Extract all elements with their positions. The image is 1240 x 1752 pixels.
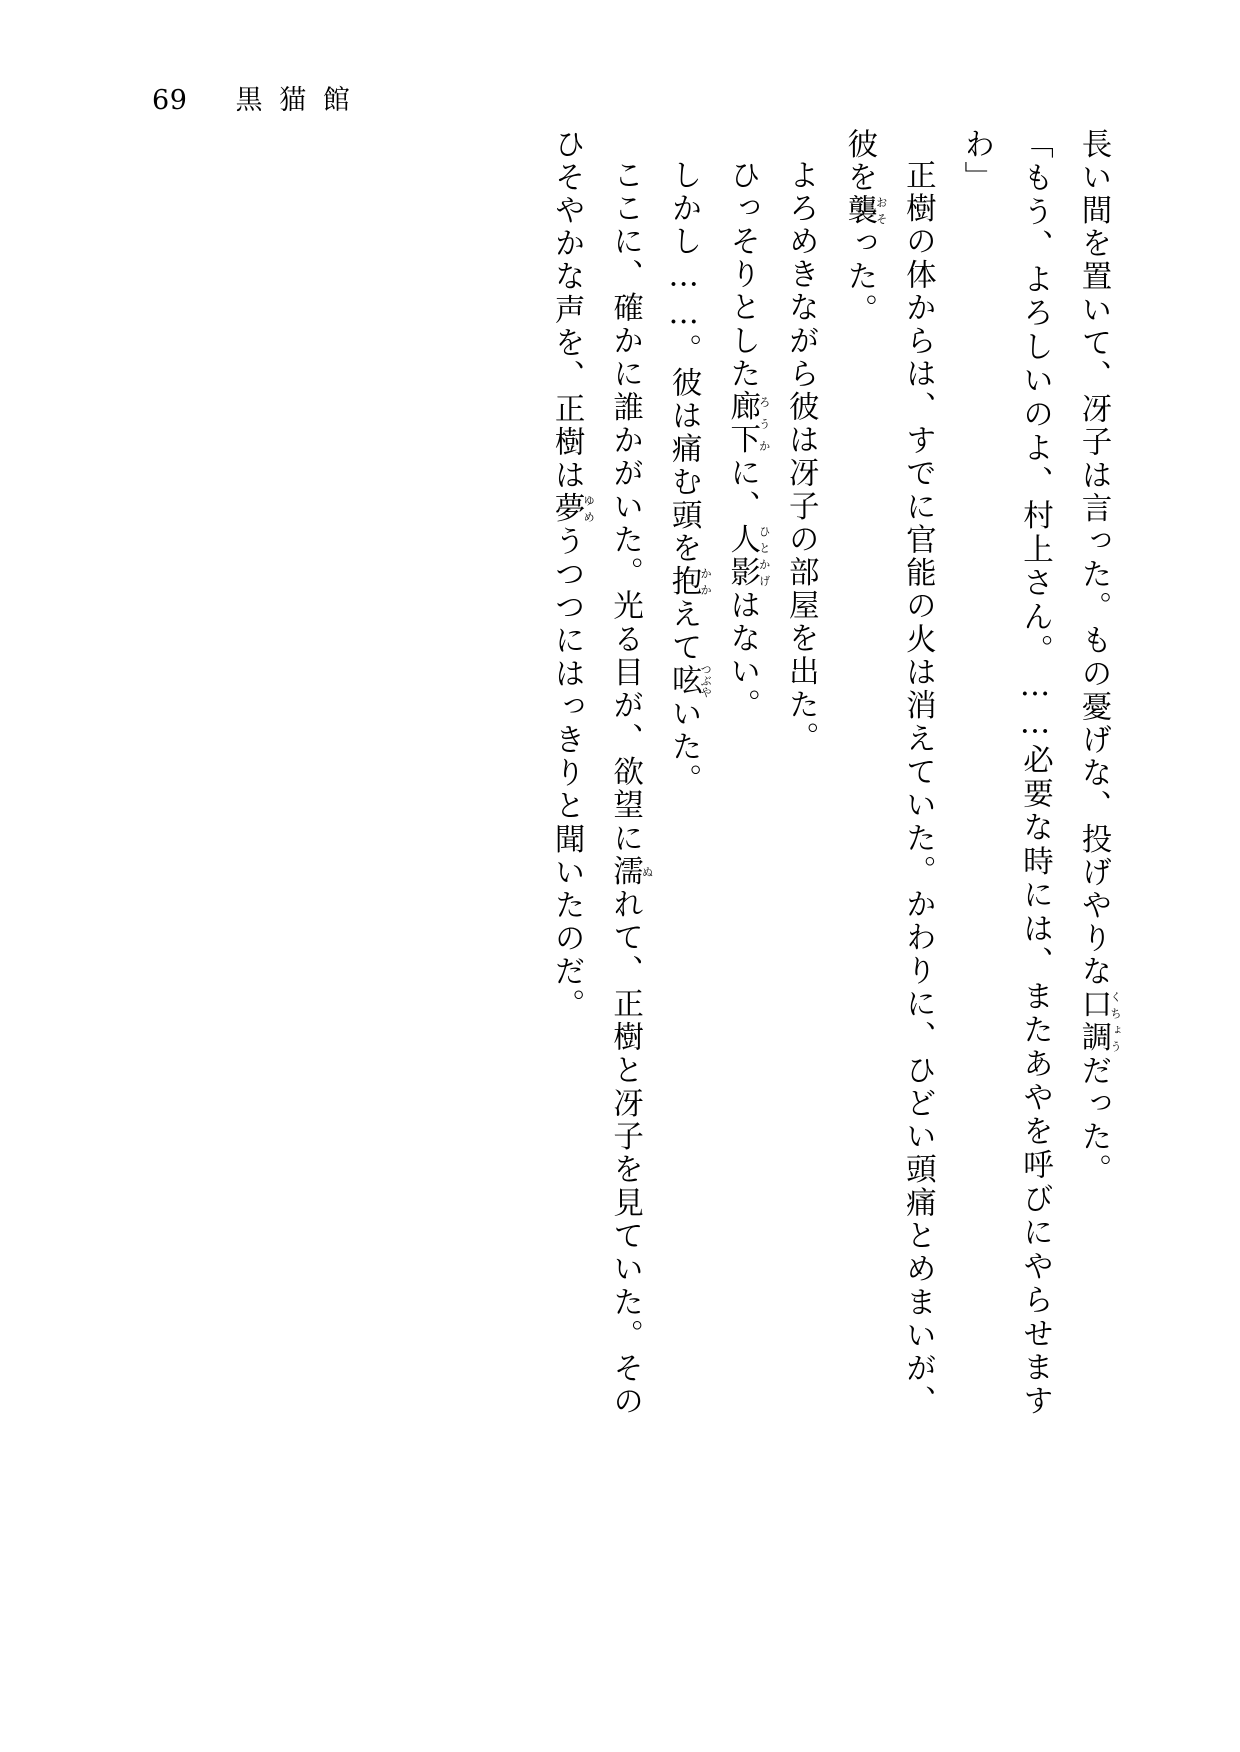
ruby-text: 呟つぶや bbox=[666, 663, 713, 698]
paragraph: よろめきながら彼は冴子の部屋を出た。 bbox=[783, 158, 819, 755]
ruby-text: 口調くちょう bbox=[1076, 988, 1122, 1055]
ruby-annotation: つぶや bbox=[699, 663, 713, 698]
ruby-text: 廊下ろうか bbox=[724, 390, 771, 457]
body-text bbox=[537, 128, 1122, 1418]
ruby-text: 濡ぬ bbox=[607, 854, 654, 888]
ruby-text: 抱かか bbox=[666, 564, 713, 598]
ruby-annotation: ろうか bbox=[757, 390, 771, 457]
paragraph: ここに、確かに誰かがいた。光る目が、欲望に濡ぬれて、正樹と冴子を見ていた。そのひそやかな声を、正樹は夢ゆめうつつにはっきりと聞いたのだ。 bbox=[549, 128, 654, 1418]
paragraph: ひっそりとした廊下ろうかに、人影ひとかげはない。 bbox=[724, 158, 771, 722]
page-number: 69 bbox=[152, 85, 188, 116]
running-head bbox=[152, 78, 367, 117]
paragraph: 「もう、よろしいのよ、村上さん。……必要な時には、またあやを呼びにやらせますわ」 bbox=[958, 128, 1053, 1418]
ruby-annotation: ゆめ bbox=[582, 492, 596, 526]
book-title: 黒猫館 bbox=[235, 85, 367, 116]
ruby-text: 人影ひとかげ bbox=[724, 522, 771, 589]
ruby-annotation: かか bbox=[699, 564, 713, 598]
ruby-annotation: くちょう bbox=[1109, 988, 1122, 1055]
ruby-annotation: おそ bbox=[874, 194, 888, 228]
paragraph: 長い間を置いて、冴子は言った。もの憂げな、投げやりな口調くちょうだった。 bbox=[1076, 128, 1122, 1187]
ruby-annotation: ひとかげ bbox=[757, 522, 771, 589]
paragraph: 正樹の体からは、すでに官能の火は消えていた。かわりに、ひどい頭痛とめまいが、彼を襲おそった。 bbox=[841, 128, 936, 1418]
paragraph: しかし……。彼は痛む頭を抱かかえて呟つぶやいた。 bbox=[666, 158, 713, 797]
ruby-annotation: ぬ bbox=[640, 854, 654, 888]
ruby-text: 襲おそ bbox=[841, 194, 888, 228]
ruby-text: 夢ゆめ bbox=[549, 492, 596, 526]
